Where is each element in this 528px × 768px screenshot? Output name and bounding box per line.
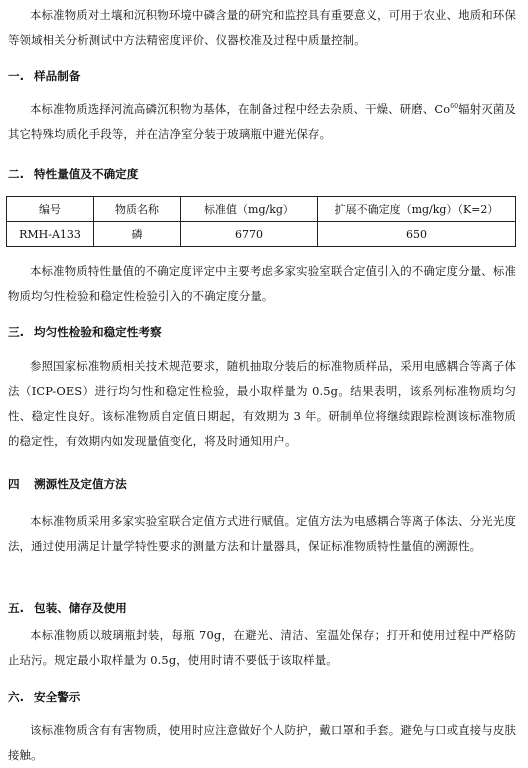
section-heading-4 (8, 476, 127, 492)
section-body-6: 该标准物质含有有害物质，使用时应注意做好个人防护，戴口罩和手套。避免与口或直接与皮肤接触。 (8, 723, 516, 762)
section-title: 样品制备 (34, 69, 81, 83)
section-number: 二. (8, 167, 24, 181)
table-header: 物质名称 (94, 197, 181, 222)
section-title: 均匀性检验和稳定性考察 (34, 325, 162, 339)
section-body-text: 辐射灭菌及其它特殊均质化手段等，并在洁净室分装于玻璃瓶中避光保存。 (8, 102, 516, 141)
section-heading-2 (8, 166, 138, 182)
section-body-text: 本标准物质选择河流高磷沉积物为基体，在制备过程中经去杂质、干燥、研磨、Co (30, 102, 451, 116)
table-header: 标准值（mg/kg） (181, 197, 318, 222)
section-heading-1 (8, 68, 80, 84)
property-value-table (6, 196, 516, 247)
intro-paragraph: 本标准物质对土壤和沉积物环境中磷含量的研究和监控具有重要意义，可用于农业、地质和环保等领域相关分析测试中方法精密度评价、仪器校准及过程中质量控制。 (8, 8, 516, 47)
section-body-4: 本标准物质采用多家实验室联合定值方式进行赋值。定值方法为电感耦合等离子体法、分光光度法，通过使用满足计量学特性要求的测量方法和计量器具，保证标准物质特性量值的溯源性。 (8, 514, 516, 553)
section-body-5: 本标准物质以玻璃瓶封装，每瓶 70g，在避光、清洁、室温处保存；打开和使用过程中严格防止玷污。规定最小取样量为 0.5g，使用时请不要低于该取样量。 (8, 628, 516, 667)
table-header-row (7, 197, 516, 222)
section-title: 溯源性及定值方法 (34, 477, 127, 491)
section-body-1 (8, 97, 516, 147)
table-cell: 磷 (94, 222, 181, 247)
table-header: 编号 (7, 197, 94, 222)
section-title: 特性量值及不确定度 (34, 167, 139, 181)
section-number: 四 (8, 477, 20, 491)
section-title: 安全警示 (34, 690, 81, 704)
section-heading-5 (8, 600, 127, 616)
section-number: 三. (8, 325, 24, 339)
table-cell: 6770 (181, 222, 318, 247)
table-header: 扩展不确定度（mg/kg）（K=2） (318, 197, 516, 222)
section-number: 六. (8, 690, 24, 704)
section-title: 包装、储存及使用 (34, 601, 127, 615)
table-row (7, 222, 516, 247)
superscript-60: 60 (450, 103, 459, 111)
section-number: 五. (8, 601, 24, 615)
table-cell: RMH-A133 (7, 222, 94, 247)
table-cell: 650 (318, 222, 516, 247)
section-heading-6 (8, 689, 80, 705)
section-number: 一. (8, 69, 24, 83)
section-body-2: 本标准物质特性量值的不确定度评定中主要考虑多家实验室联合定值引入的不确定度分量、标准物质均匀性检验和稳定性检验引入的不确定度分量。 (8, 264, 516, 303)
section-body-3: 参照国家标准物质相关技术规范要求，随机抽取分装后的标准物质样品，采用电感耦合等离子体法（ICP-OES）进行均匀性和稳定性检验，最小取样量为 0.5g。结果表明，该系列标准物质均匀性、稳定性良好。该标准物质自定值日期起，有效期为 3 年。研制单位将继续跟踪检测该标准物质的稳定性，有效期内如发现量值变化，将及时通知用户。 (8, 359, 516, 448)
section-heading-3 (8, 324, 162, 340)
